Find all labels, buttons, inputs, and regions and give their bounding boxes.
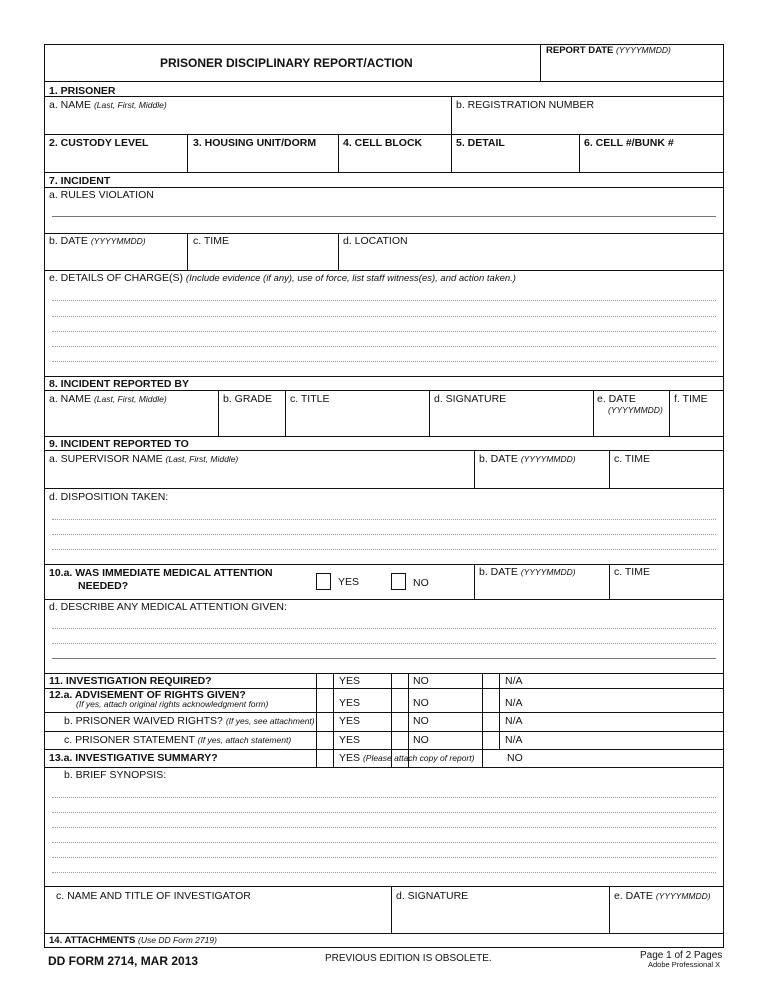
advisement-no-label: NO	[413, 697, 429, 709]
incident-location-label: d. LOCATION	[343, 235, 408, 247]
investigation-no-label: NO	[413, 675, 429, 687]
statement-yes-label: YES	[339, 734, 361, 746]
investigation-na-label: N/A	[505, 675, 523, 687]
details-of-charges-field[interactable]	[48, 286, 718, 374]
medical-yes-checkbox[interactable]	[316, 573, 331, 590]
registration-number-label: b. REGISTRATION NUMBER	[456, 99, 595, 111]
summary-no-checkbox[interactable]	[483, 750, 498, 766]
statement-no-checkbox[interactable]	[392, 732, 407, 748]
summary-no-label: NO	[507, 752, 523, 764]
investigation-yes-label: YES	[339, 675, 361, 687]
medical-yes-label: YES	[338, 576, 360, 588]
incident-time-label: c. TIME	[193, 235, 229, 247]
reported-to-fields[interactable]	[48, 466, 718, 486]
prisoner-name-field[interactable]	[48, 112, 448, 132]
waived-no-label: NO	[413, 715, 429, 727]
section-8-heading: 8. INCIDENT REPORTED BY	[49, 378, 190, 390]
report-date-label: REPORT DATE (YYYYMMDD)	[546, 45, 671, 56]
investigation-na-checkbox[interactable]	[483, 674, 498, 687]
rules-violation-label: a. RULES VIOLATION	[49, 189, 154, 201]
details-of-charges-label: e. DETAILS OF CHARGE(S) (Include evidence (if any), use of force, list staff witness(es), and action taken.)	[49, 272, 516, 284]
advisement-yes-label: YES	[339, 697, 361, 709]
prisoner-name-label: a. NAME (Last, First, Middle)	[49, 99, 167, 111]
cell-block-label: 4. CELL BLOCK	[343, 137, 423, 149]
medical-no-checkbox[interactable]	[391, 573, 406, 590]
disposition-field[interactable]	[48, 505, 718, 561]
reported-to-time-label: c. TIME	[614, 453, 650, 465]
detail-label: 5. DETAIL	[456, 137, 505, 149]
medical-time-label: c. TIME	[614, 566, 650, 578]
housing-unit-label: 3. HOUSING UNIT/DORM	[193, 137, 317, 149]
reporter-title-label: c. TITLE	[290, 393, 330, 405]
incident-date-label: b. DATE (YYYYMMDD)	[49, 235, 146, 247]
medical-attention-question: 10.a. WAS IMMEDIATE MEDICAL ATTENTION	[49, 567, 273, 579]
custody-level-label: 2. CUSTODY LEVEL	[49, 137, 149, 149]
summary-yes-checkbox[interactable]	[317, 750, 332, 766]
investigation-yes-checkbox[interactable]	[317, 674, 332, 687]
section-9-heading: 9. INCIDENT REPORTED TO	[49, 438, 189, 450]
investigator-name-label: c. NAME AND TITLE OF INVESTIGATOR	[56, 890, 251, 902]
supervisor-name-label: a. SUPERVISOR NAME (Last, First, Middle)	[49, 453, 239, 465]
investigation-required-question: 11. INVESTIGATION REQUIRED?	[49, 675, 212, 687]
attachments-label: 14. ATTACHMENTS (Use DD Form 2719)	[49, 935, 217, 946]
medical-date-time-fields[interactable]	[478, 579, 718, 597]
form-title: PRISONER DISCIPLINARY REPORT/ACTION	[160, 56, 413, 70]
investigator-date-label: e. DATE (YYYYMMDD)	[614, 890, 711, 902]
investigator-fields[interactable]	[48, 904, 718, 931]
prisoner-statement-question: c. PRISONER STATEMENT (If yes, attach statement)	[64, 734, 292, 746]
medical-date-label: b. DATE (YYYYMMDD)	[479, 566, 576, 578]
statement-na-label: N/A	[505, 734, 523, 746]
investigator-signature-label: d. SIGNATURE	[396, 890, 469, 902]
reporter-fields[interactable]	[48, 418, 718, 434]
medical-attention-question-cont: NEEDED?	[78, 580, 129, 592]
section-1-heading: 1. PRISONER	[49, 85, 116, 97]
medical-describe-field[interactable]	[48, 614, 718, 670]
summary-yes-label: YES (Please attach copy of report)	[339, 752, 475, 764]
advisement-no-checkbox[interactable]	[392, 690, 407, 710]
incident-date-time-location-fields[interactable]	[48, 248, 718, 268]
report-date-field[interactable]	[546, 58, 718, 78]
registration-number-field[interactable]	[455, 112, 720, 132]
page-number: Page 1 of 2 Pages	[640, 950, 723, 961]
waived-rights-question: b. PRISONER WAIVED RIGHTS? (If yes, see attachment)	[64, 715, 315, 727]
brief-synopsis-field[interactable]	[48, 783, 718, 883]
reporter-grade-label: b. GRADE	[223, 393, 273, 405]
custody-row-fields[interactable]	[48, 150, 718, 170]
waived-na-checkbox[interactable]	[483, 713, 498, 730]
advisement-na-checkbox[interactable]	[483, 690, 498, 710]
rules-violation-field[interactable]	[48, 202, 718, 216]
waived-na-label: N/A	[505, 715, 523, 727]
advisement-na-label: N/A	[505, 697, 523, 709]
medical-no-label: NO	[413, 577, 429, 589]
brief-synopsis-label: b. BRIEF SYNOPSIS:	[64, 769, 167, 781]
form-number: DD FORM 2714, MAR 2013	[48, 954, 199, 968]
reporter-date-label: e. DATE	[597, 393, 636, 405]
cell-bunk-label: 6. CELL #/BUNK #	[584, 137, 674, 149]
obsolete-notice: PREVIOUS EDITION IS OBSOLETE.	[325, 953, 492, 964]
reporter-time-label: f. TIME	[674, 393, 708, 405]
waived-yes-label: YES	[339, 715, 361, 727]
rights-advisement-hint: (If yes, attach original rights acknowledgment form)	[76, 699, 269, 709]
reporter-date-hint: (YYYYMMDD)	[608, 405, 663, 415]
disposition-label: d. DISPOSITION TAKEN:	[49, 491, 169, 503]
waived-no-checkbox[interactable]	[392, 713, 407, 730]
reporter-signature-label: d. SIGNATURE	[434, 393, 507, 405]
reporter-name-label: a. NAME (Last, First, Middle)	[49, 393, 167, 405]
section-7-heading: 7. INCIDENT	[49, 175, 111, 187]
rights-advisement-question: 12.a. ADVISEMENT OF RIGHTS GIVEN?	[49, 689, 246, 701]
software-note: Adobe Professional X	[648, 960, 721, 969]
statement-na-checkbox[interactable]	[483, 732, 498, 748]
advisement-yes-checkbox[interactable]	[317, 690, 332, 710]
medical-describe-label: d. DESCRIBE ANY MEDICAL ATTENTION GIVEN:	[49, 601, 287, 613]
waived-yes-checkbox[interactable]	[317, 713, 332, 730]
investigation-no-checkbox[interactable]	[392, 674, 407, 687]
reported-to-date-label: b. DATE (YYYYMMDD)	[479, 453, 576, 465]
statement-no-label: NO	[413, 734, 429, 746]
investigative-summary-question: 13.a. INVESTIGATIVE SUMMARY?	[49, 752, 218, 764]
statement-yes-checkbox[interactable]	[317, 732, 332, 748]
